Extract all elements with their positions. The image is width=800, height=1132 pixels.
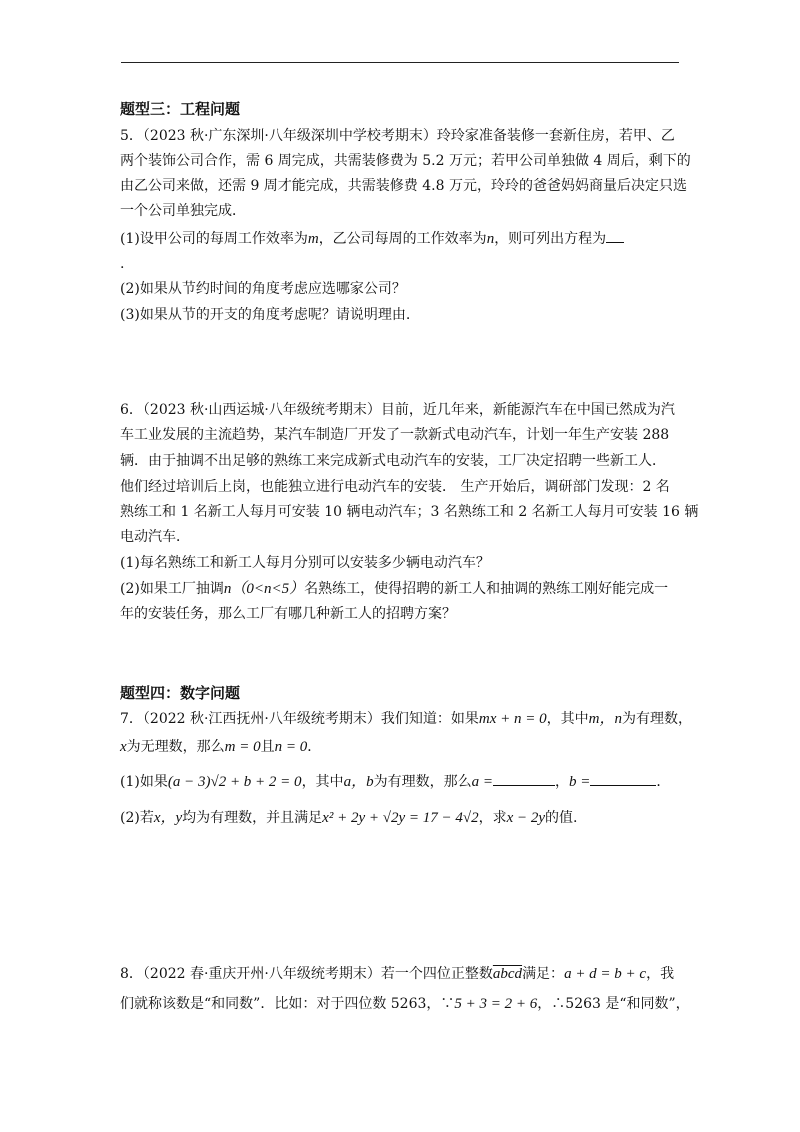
q6-text-line-3: 辆．由于抽调不出足够的熟练工来完成新式电动汽车的安装，工厂决定招聘一些新工人． [120,453,666,469]
q7-line1-mid: ，其中 [546,711,589,727]
q7-line-2 [120,737,321,757]
section-heading-numbers: 题型四：数字问题 [120,684,241,702]
q7-part-1 [120,771,670,792]
because-symbol: ∵ [440,996,455,1012]
q7-line1-prefix: 7．（2022 秋·江西抚州·八年级统考期末）我们知道：如果 [120,711,479,727]
q7-eq-n: n = 0 [274,739,308,755]
q5-part-3: (3)如果从节的开支的角度考虑呢？请说明理由. [120,307,411,323]
section-heading-engineering: 题型三：工程问题 [120,100,241,118]
q7-p2-prefix: (2)若 [120,810,154,826]
q8-line1-suffix: ，我 [646,966,675,982]
q7-p1-a-label: a = [471,774,493,790]
q7-line2-mid: 为无理数，那么 [126,739,225,755]
q8-condition: a + d = b + c [564,966,647,982]
q6-text-line-4: 他们经过培训后上岗，也能独立进行电动汽车的安装． 生产开始后，调研部门发现：2 名 [120,479,670,495]
q6-condition: n（0<n<5） [223,581,305,597]
q7-line-1 [120,709,692,729]
q6-part2-prefix: (2)如果工厂抽调 [120,581,224,597]
q6-part-2 [120,579,668,599]
q7-var-x: x [120,739,127,755]
q7-p1-end: ． [656,774,671,790]
q7-p1-b-label: b = [568,774,591,790]
var-n: n [486,231,495,247]
q8-line2-sep: ， [537,996,552,1012]
q7-equation: mx + n = 0 [478,711,547,727]
q7-part-2 [120,808,578,828]
therefore-symbol: ∴ [551,996,566,1012]
q8-line-2 [120,994,690,1014]
q6-part-2-line-2: 年的安装任务，那么工厂有哪几种新工人的招聘方案？ [120,606,456,622]
q5-part1-suffix: ，则可列出方程为 [494,231,607,247]
q5-part-2: (2)如果从节约时间的角度考虑应选哪家公司？ [120,281,406,297]
q7-p1-mid: ，其中 [301,774,344,790]
q6-part-1: (1)每名熟练工和新工人每月分别可以安装多少辆电动汽车？ [120,555,490,571]
q7-vars: m，n [588,711,622,727]
q7-answer-a-blank[interactable] [493,771,555,786]
q8-line2-suffix: 5263 是“和同数”， [565,996,690,1012]
q7-line2-end: ． [307,739,322,755]
q6-text-line-6: 电动汽车． [120,529,190,545]
q5-part-1 [120,228,624,249]
q5-part1-prefix: (1)设甲公司的每周工作效率为 [120,231,308,247]
header-rule [121,62,679,63]
q8-four-digit-number: abcd [492,966,523,982]
q5-part-1-dot: . [120,256,125,272]
q7-and: 且 [260,739,275,755]
q7-p2-vars: x，y [153,810,183,826]
q5-text-line-4: 一个公司单独完成． [120,203,246,219]
q8-line1-mid: 满足： [522,966,565,982]
q7-eq-m: m = 0 [224,739,261,755]
q5-answer-blank[interactable] [606,228,624,243]
q8-line-1 [120,964,674,984]
q6-text-line-1: 6．（2023 秋·山西运城·八年级统考期末）目前，近几年来，新能源汽车在中国已然成为汽 [120,402,675,418]
q8-example-equation: 5 + 3 = 2 + 6 [454,996,538,1012]
q6-text-line-5: 熟练工和 1 名新工人每月可安装 10 辆电动汽车；3 名熟练工和 2 名新工人每月可安装 16 辆 [120,504,699,520]
q6-text-line-2: 车工业发展的主流趋势，某汽车制造厂开发了一款新式电动汽车，计划一年生产安装 288 [120,427,670,443]
q7-p2-mid2: ，求 [478,810,507,826]
q7-p1-prefix: (1)如果 [120,774,168,790]
q8-line1-prefix: 8．（2022 春·重庆开州·八年级统考期末）若一个四位正整数 [120,966,493,982]
q7-p1-sep: ， [554,774,569,790]
q5-text-line-2: 两个装饰公司合作，需 6 周完成，共需装修费为 5.2 万元；若甲公司单独做 4 周后，剩下的 [120,153,691,169]
q8-line2-prefix: 们就称该数是“和同数”．比如：对于四位数 5263， [120,996,441,1012]
q7-p2-mid: 均为有理数，并且满足 [182,810,323,826]
q7-p2-expression: x − 2y [506,810,546,826]
q5-text-line-1: 5．（2023 秋·广东深圳·八年级深圳中学校考期末）玲玲家准备装修一套新住房，若甲、乙 [120,128,675,144]
q7-line1-suffix: 为有理数， [621,711,692,727]
q7-p2-end: 的值. [545,810,578,826]
q7-p1-equation: (a − 3)√2 + b + 2 = 0 [167,774,302,790]
q6-part2-suffix: 名熟练工，使得招聘的新工人和抽调的熟练工刚好能完成一 [304,581,669,597]
q5-text-line-3: 由乙公司来做，还需 9 周才能完成，共需装修费 4.8 万元，玲玲的爸爸妈妈商量后决定只选 [120,178,687,194]
q5-part1-mid: ，乙公司每周的工作效率为 [318,231,487,247]
q7-p1-vars: a，b [343,774,374,790]
var-m: m [307,231,319,247]
q7-answer-b-blank[interactable] [590,771,656,786]
q7-p2-equation: x² + 2y + √2y = 17 − 4√2 [322,810,479,826]
q7-p1-mid2: 为有理数，那么 [373,774,472,790]
